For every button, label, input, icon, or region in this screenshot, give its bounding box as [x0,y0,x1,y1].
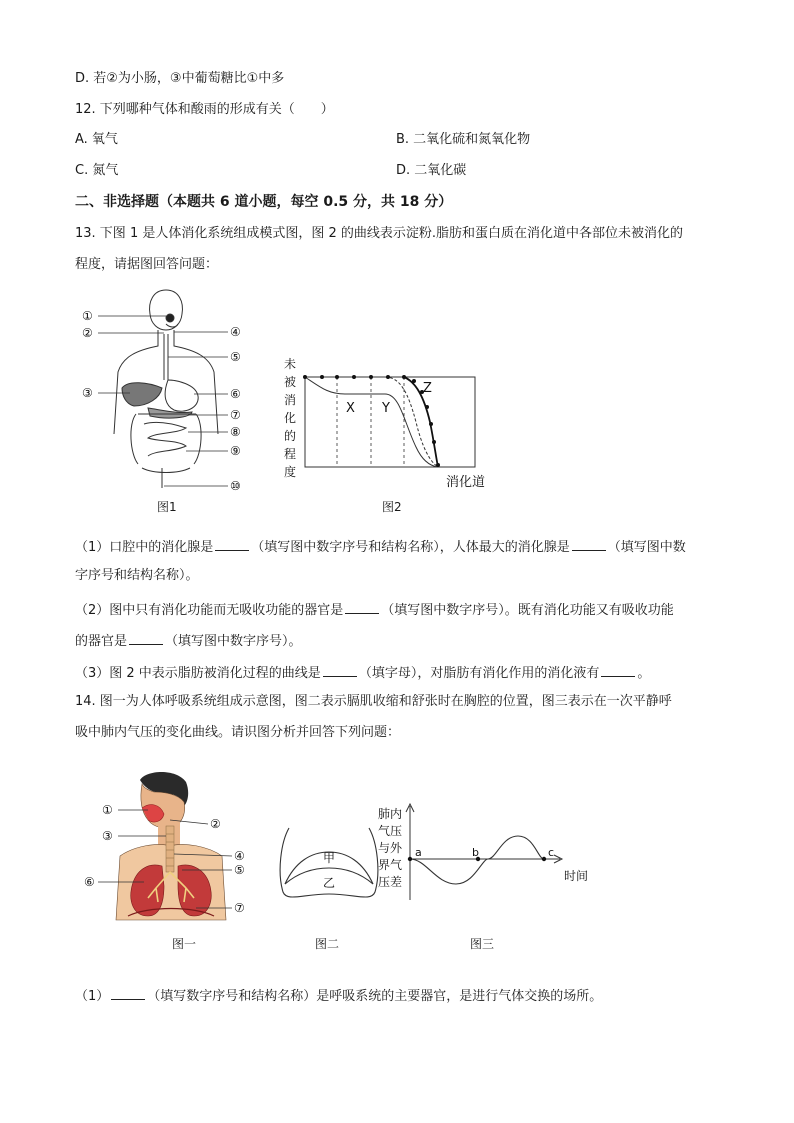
fig-er-caption: 图二 [315,937,340,951]
fig1-label-7: ⑦ [230,408,241,422]
q12-stem: 12. 下列哪种气体和酸雨的形成有关（ ） [75,102,334,117]
fig2-ylabel-6: 程 [284,447,297,461]
respiratory-system-figure [84,770,264,925]
point-c: c [548,846,555,859]
q12-option-b: B. 二氧化硫和氮氧化物 [396,132,531,147]
fig2-ylabel-3: 消 [284,393,297,407]
fig1-label-1: ① [82,309,93,323]
answer-blank[interactable] [215,536,249,551]
q13-stem-line2: 程度，请据图回答问题： [75,257,219,272]
q13-stem-line1: 13. 下图 1 是人体消化系统组成模式图，图 2 的曲线表示淀粉.脂肪和蛋白质在消化道中各部位未被消化的 [75,226,684,241]
fig3-ylabel-1: 肺内 [378,807,403,821]
fig3-xlabel: 时间 [564,869,589,883]
fig1-label-4: ④ [230,325,241,339]
q13-sub1-line1: （1）口腔中的消化腺是 （填写图中数字序号和结构名称），人体最大的消化腺是 （填写图中数 [75,536,686,557]
answer-blank[interactable] [129,630,163,645]
q14-sub1: （1） （填写数字序号和结构名称）是呼吸系统的主要器官，是进行气体交换的场所。 [75,985,602,1006]
q12-option-d: D. 二氧化碳 [396,163,467,178]
answer-blank[interactable] [111,985,145,1000]
answer-blank[interactable] [572,536,606,551]
fig3-ylabel-3: 与外 [378,841,403,855]
fig1-label-6: ⑥ [230,387,241,401]
fig1-label-8: ⑧ [230,425,241,439]
resp-label-6: ⑥ [84,875,95,889]
answer-blank[interactable] [601,662,635,677]
pressure-curve-figure [378,800,596,910]
fig1-label-5: ⑤ [230,350,241,364]
point-a: a [415,846,422,859]
resp-label-4: ④ [234,849,245,863]
diaphragm-label-yi: 乙 [323,876,336,890]
q13-sub3: （3）图 2 中表示脂肪被消化过程的曲线是 （填字母），对脂肪有消化作用的消化液有 。 [75,662,650,683]
digestion-curve-figure [280,352,495,492]
q13-sub1-line2: 字序号和结构名称）。 [75,568,199,583]
fig1-label-10: ⑩ [230,479,241,493]
fig2-ylabel-2: 被 [284,375,297,389]
q13-sub2-line2: 的器官是 （填写图中数字序号）。 [75,630,302,651]
curve-label-x: X [346,401,355,416]
fig3-ylabel-2: 气压 [378,824,403,838]
resp-label-5: ⑤ [234,863,245,877]
fig2-ylabel-4: 化 [284,411,297,425]
fig-san-caption: 图三 [470,937,495,951]
resp-label-3: ③ [102,829,113,843]
fig1-label-9: ⑨ [230,444,241,458]
digestive-system-figure [78,284,258,496]
resp-label-2: ② [210,817,221,831]
resp-label-7: ⑦ [234,901,245,915]
fig2-xlabel: 消化道 [446,475,486,490]
fig2-ylabel-7: 度 [284,465,297,479]
answer-blank[interactable] [345,599,379,614]
fig1-label-3: ③ [82,386,93,400]
fig2-ylabel-1: 未 [284,357,297,371]
answer-blank[interactable] [323,662,357,677]
curve-label-z: Z [423,381,432,396]
diaphragm-label-jia: 甲 [323,851,336,865]
q12-option-c: C. 氮气 [75,163,119,178]
q13-sub2-line1: （2）图中只有消化功能而无吸收功能的器官是 （填写图中数字序号）。既有消化功能又有吸收功能 [75,599,674,620]
curve-label-y: Y [382,401,390,416]
q12-option-a: A. 氧气 [75,132,118,147]
fig1-caption: 图1 [157,500,177,514]
q14-stem-line2: 吸中肺内气压的变化曲线。请识图分析并回答下列问题： [75,725,401,740]
resp-label-1: ① [102,803,113,817]
fig3-ylabel-5: 压差 [378,875,403,889]
fig-yi-caption: 图一 [172,937,197,951]
fig2-ylabel-5: 的 [284,429,297,443]
fig3-ylabel-4: 界气 [378,858,403,872]
point-b: b [472,846,479,859]
section-title: 二、非选择题（本题共 6 道小题，每空 0.5 分，共 18 分） [75,194,453,210]
q11-option-d: D. 若②为小肠，③中葡萄糖比①中多 [75,71,285,86]
fig2-caption: 图2 [382,500,402,514]
fig1-label-2: ② [82,326,93,340]
diaphragm-figure [275,822,385,907]
q14-stem-line1: 14. 图一为人体呼吸系统组成示意图，图二表示膈肌收缩和舒张时在胸腔的位置，图三表示在一次平静呼 [75,694,672,709]
